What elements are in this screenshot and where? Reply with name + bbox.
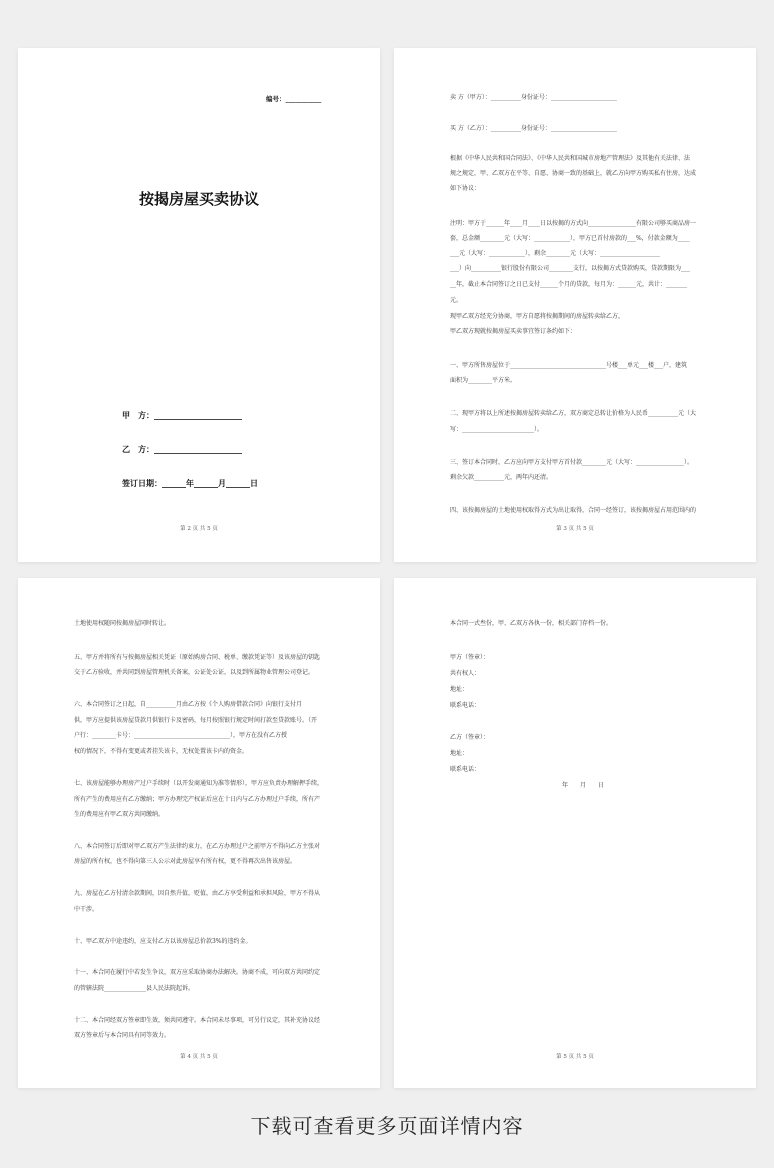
text-line: 本合同一式叁份，甲、乙双方各执一份，相关部门存档一份。 (450, 620, 613, 627)
text-line: 甲乙双方现就按揭房屋买卖事宜签订条约如下： (450, 328, 577, 335)
text-line: 中干涉。 (74, 906, 99, 913)
text-line: 三、签订本合同时，乙方应向甲方支付甲方首付款________元（大写：________________）。 (450, 459, 694, 466)
page-number: 第 2 页 共 5 页 (180, 526, 218, 532)
text-line: 共有权人： (450, 670, 481, 677)
text-line: 四、该按揭房屋的土地使用权取得方式为出让取得，合同一经签订，该按揭房屋占用范围内的 (450, 507, 697, 514)
text-line: 七、该房屋能够办理房产过户手续时（以开发商通知为准等情形），甲方应负责办理解押手续， (74, 780, 324, 787)
text-line: __年，截止本合同签订之日已支付______个月的贷款，每月为：______元，共计：_______ (450, 281, 688, 288)
text-line: 买 方（乙方）：__________身份证号：______________________ (450, 125, 617, 132)
text-line: 供，甲方应提供该房屋贷款月供银行卡及密码，每月按照银行规定时间打款至贷款账号。（开 (74, 717, 318, 724)
text-line: 一、甲方所售房屋位于________________________________号楼___单元___楼___户，建筑 (450, 362, 688, 369)
sign-date-line: 签订日期：______年______月______日 (122, 478, 258, 488)
text-line: 六、本合同签订之日起，自__________月由乙方按《个人购房借款合同》向银行支付月 (74, 701, 303, 708)
party-b-line: 乙 方：______________________ (122, 444, 242, 454)
text-line: 甲方（签章）： (450, 654, 490, 661)
text-line: 十二、本合同经双方签章即生效，须共同遵守。本合同未尽事项，可另行议定，其补充协议经 (74, 1017, 321, 1024)
party-a-line: 甲 方：______________________ (122, 410, 242, 420)
text-line: 所有产生的费用应有乙方缴纳；甲方办理完产权证后应在十日内与乙方办理过户手续，所有产 (74, 796, 321, 803)
text-line: 地址： (450, 750, 469, 757)
text-line: 乙方（签章）： (450, 734, 490, 741)
text-line: 根据《中华人民共和国合同法》、《中华人民共和国城市房地产管理法》及其他有关法律、法 (450, 155, 691, 162)
text-line: ___）向__________银行股份有限公司________支行，以按揭方式贷款购买，贷款期限为___ (450, 265, 691, 272)
page-number: 第 5 页 共 5 页 (556, 1054, 594, 1060)
document-page-4 (18, 578, 380, 1088)
text-line: 二、现甲方将以上所述按揭房屋转卖给乙方，双方商定总转让价格为人民币__________元（大 (450, 410, 697, 417)
text-line: 八、本合同签订后即对甲乙双方产生法律约束力，在乙方办理过户之前甲方不得向乙方主张对 (74, 843, 321, 850)
text-line: 注明：甲方于______年____月____日以按揭的方式向________________有限公司够买商品房一 (450, 220, 697, 227)
document-page-3 (394, 48, 756, 562)
text-line: 规之规定，甲、乙双方在平等、自愿、协商一致的基础上，就乙方向甲方购买私有住房，达成 (450, 170, 697, 177)
page-number: 第 3 页 共 5 页 (556, 526, 594, 532)
text-line: 的管辖法院______________县人民法院起诉。 (74, 985, 195, 992)
document-page-5 (394, 578, 756, 1088)
page-number: 第 4 页 共 5 页 (180, 1054, 218, 1060)
text-line: 生的费用应有甲乙双方共同缴纳。 (74, 811, 165, 818)
text-line: 权的情况下，不得有变更或者挂失该卡，无权处置该卡内的资金。 (74, 748, 249, 755)
text-line: 五、甲方并将所有与按揭房屋相关凭证（原始购房合同、税单、缴款凭证等）及该房屋的钥匙 (74, 654, 321, 661)
text-line: 面积为________平方米。 (450, 377, 517, 384)
text-line: 地址： (450, 686, 469, 693)
text-line: 土地使用权随同按揭房屋同时转让。 (74, 620, 171, 627)
text-line: 剩余欠款__________元，两年内还清。 (450, 474, 553, 481)
text-line: 十、甲乙双方中途违约，应支付乙方以该房屋总价款3%的违约金。 (74, 938, 252, 945)
text-line: 交于乙方验收，并共同到房屋管理机关备案，公证处公证，以及到所属物业管理公司登记。 (74, 669, 315, 676)
document-page-cover (18, 48, 380, 562)
date-line: 年 月 日 (562, 782, 605, 789)
text-line: 房屋的所有权，也不得向第三人公示对此房屋享有所有权，更不得再次出售该房屋。 (74, 858, 297, 865)
document-title: 按揭房屋买卖协议 (138, 190, 259, 208)
text-line: 九、房屋在乙方付清余款期间，因自然升值，贬值，由乙方享受利益和承担风险，甲方不得从 (74, 890, 321, 897)
text-line: 十一、本合同在履行中若发生争议，双方应采取协商办法解决。协商不成，可向双方共同约定 (74, 969, 321, 976)
text-line: 联系电话： (450, 702, 481, 709)
text-line: 双方签章后与本合同具有同等效力。 (74, 1032, 171, 1039)
text-line: 写：________________________）。 (450, 426, 544, 433)
contract-number-label: 编号：___________ (266, 95, 322, 103)
text-line: 联系电话： (450, 766, 481, 773)
text-line: ___元（大写：____________），剩余________元（大写：____________________ (450, 250, 661, 257)
download-more-caption: 下载可查看更多页面详情内容 (250, 1114, 524, 1138)
text-line: 套，总金额________元（大写：____________），甲方已首付房款的___%，付款金额为____ (450, 235, 690, 242)
text-line: 元。 (450, 297, 463, 304)
text-line: 现甲乙双方经充分协商，甲方自愿将按揭期间的房屋转卖给乙方， (450, 313, 625, 320)
text-line: 卖 方（甲方）：__________身份证号：______________________ (450, 94, 617, 101)
text-line: 户行：________卡号：________________________________），甲方在没有乙方授 (74, 732, 288, 739)
text-line: 如下协议： (450, 185, 481, 192)
